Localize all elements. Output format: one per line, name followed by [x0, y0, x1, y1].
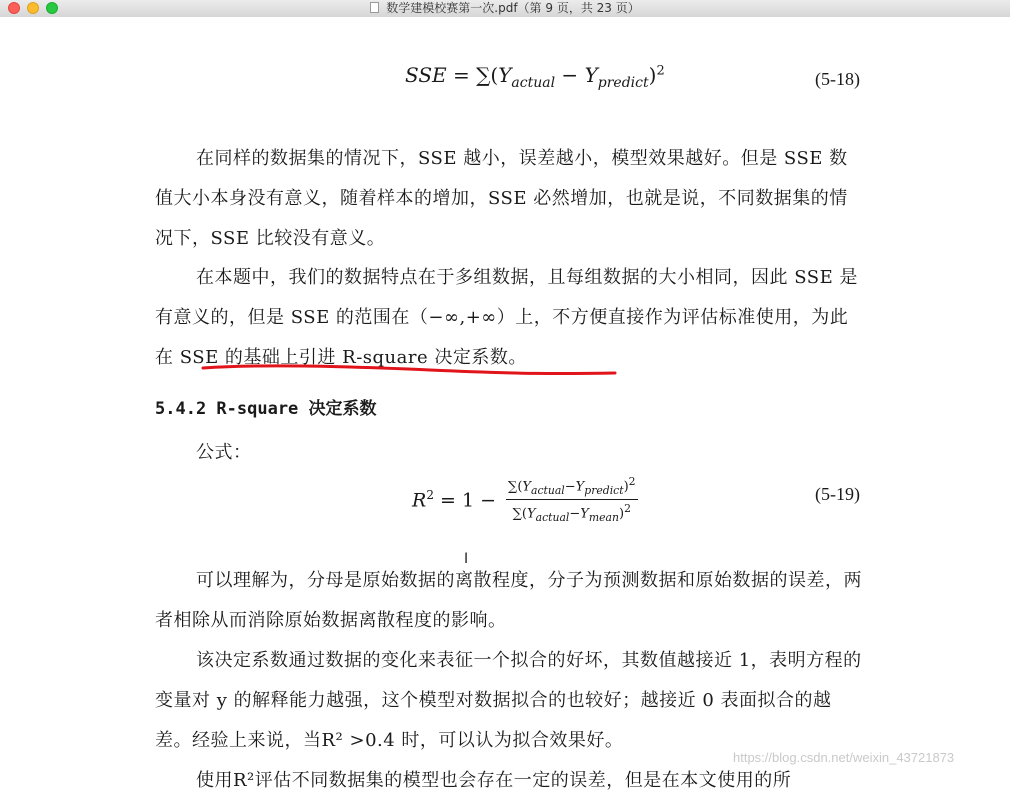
text-cursor-icon: I	[464, 551, 469, 567]
paragraph-r-square-intro: 在本题中，我们的数据特点在于多组数据，且每组数据的大小相同，因此 SSE 是有意义的，但是 SSE 的范围在（−∞,+∞）上，不方便直接作为评估标准使用，为此在 SSE 的基础上引进 R-square 决定系数。	[155, 267, 858, 368]
window-title	[0, 0, 1010, 17]
paragraph-explanation: 可以理解为，分母是原始数据的离散程度，分子为预测数据和原始数据的误差，两者相除从而消除原始数据离散程度的影响。	[155, 570, 862, 631]
paragraph-sse-size: 在同样的数据集的情况下，SSE 越小，误差越小，模型效果越好。但是 SSE 数值大小本身没有意义，随着样本的增加，SSE 必然增加，也就是说，不同数据集的情况下，SSE 比较没有意义。	[155, 148, 848, 249]
watermark: https://blog.csdn.net/weixin_43721873	[733, 750, 955, 765]
window-title-text: 数学建模校赛第一次.pdf（第 9 页，共 23 页）	[386, 1, 640, 15]
red-underline-annotation	[200, 362, 620, 382]
r-square-equation-number: (5-19)	[815, 484, 860, 504]
pdf-document-icon	[370, 2, 379, 13]
paragraph-coefficient: 该决定系数通过数据的变化来表征一个拟合的好坏，其数值越接近 1，表明方程的变量对 y 的解释能力越强，这个模型对数据拟合的也较好；越接近 0 表面拟合的越差。经验上来说，当R² >0.4 时，可以认为拟合效果好。	[155, 650, 862, 751]
paragraph-partial: 使用R²评估不同数据集的模型也会存在一定的误差，但是在本文使用的所	[196, 770, 792, 791]
section-heading: 5.4.2 R-square 决定系数	[155, 399, 377, 419]
formula-label: 公式：	[196, 442, 252, 463]
sse-equation-number: (5-18)	[815, 69, 860, 89]
sse-equation: SSE = $\sum(Y_{actual} - Y_{predict})^2$	[405, 63, 665, 91]
pdf-page	[0, 17, 1010, 791]
window-title-bar	[0, 0, 1010, 18]
r-square-equation: $R^2 = 1$ − $\sum(Y_{actual}-Y_{predict})^2$ $\sum(Y_{actual}-Y_{mean})^2$	[412, 475, 636, 524]
